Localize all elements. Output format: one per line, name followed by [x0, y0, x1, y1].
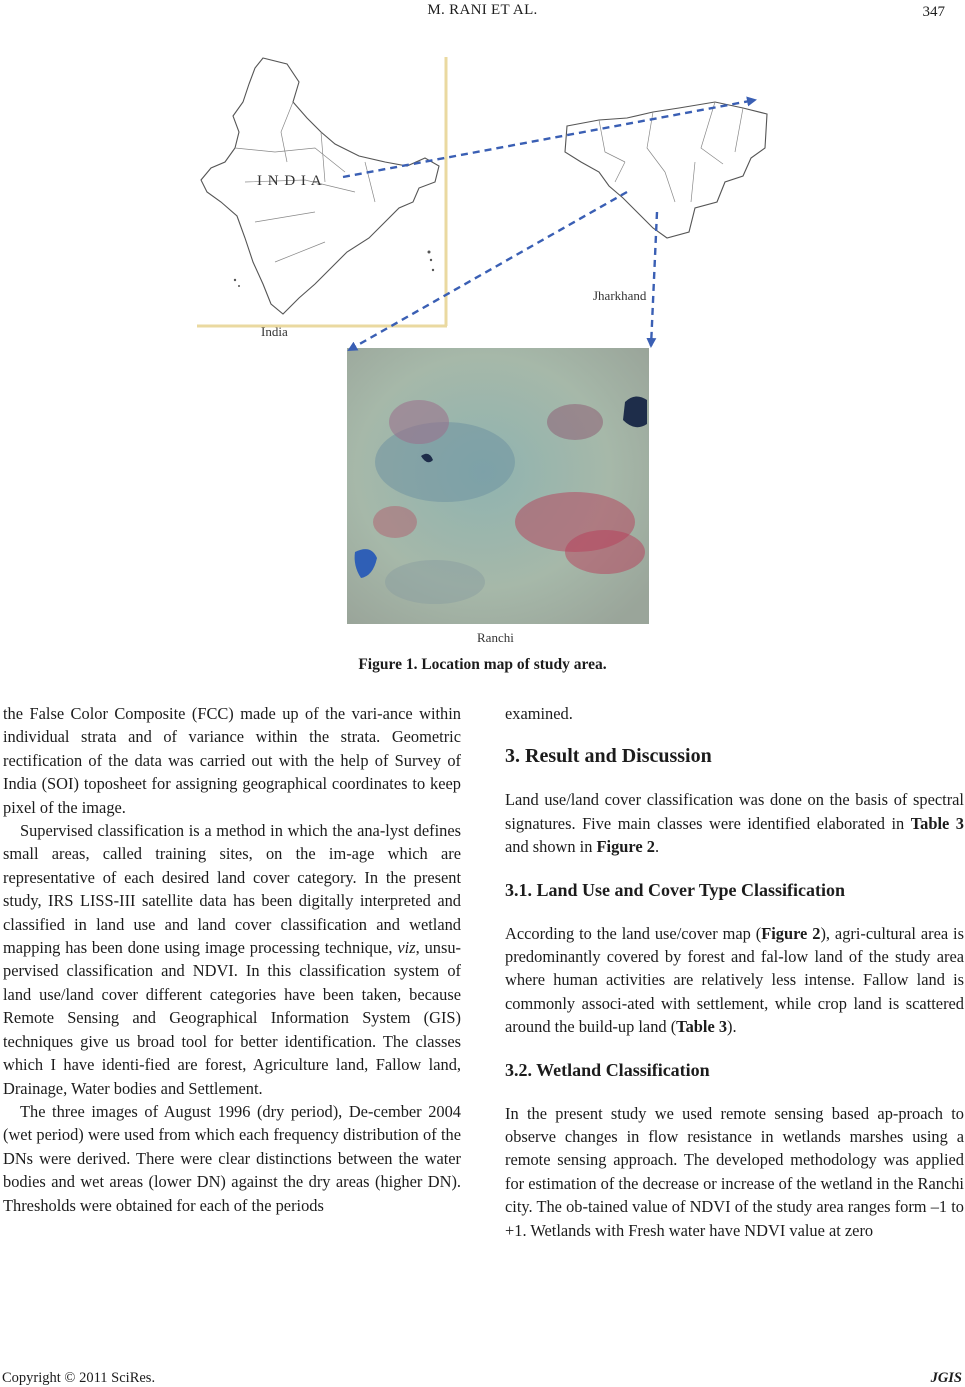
copyright-footer: Copyright © 2011 SciRes. — [2, 1370, 156, 1386]
right-paragraph-1-text-b: and shown in — [505, 837, 597, 857]
left-column — [3, 702, 461, 1217]
right-paragraph-2-text-b: ), agri-cultural area is predominantly covered by forest and fal-low land of the study area where human activities are relatively less intense. Fallow land is commonly associ-ated with settlement, while crop land is scattered around the build-up land ( — [505, 923, 964, 1037]
right-paragraph-2-text-c: ). — [727, 1017, 737, 1037]
jharkhand-label: Jharkhand — [593, 288, 647, 303]
right-paragraph-1-text-c: . — [654, 837, 660, 857]
journal-footer: JGIS — [930, 1370, 962, 1386]
figure-2-ref-2[interactable]: Figure 2 — [761, 923, 821, 943]
location-map-svg — [195, 52, 770, 652]
location-map-figure — [195, 52, 770, 652]
section-heading-results: 3. Result and Discussion — [505, 745, 712, 768]
left-paragraph-2-text-b: , unsu-pervised classification and NDVI. In this classification system of land use/land cover different categories have been taken, because Remote Sensing and Geographical Information System (GIS) techniques give us broad tool for better identification. The classes which I have identi-fied are forest, Agriculture land, Fallow land, Drainage, Water bodies and Settlement. — [3, 938, 461, 1098]
left-paragraph-1: the False Color Composite (FCC) made up of the vari-ance within individual strata and of variance within the strata. Geometric rectification of the data was carried out with the help of Survey of India (SOI) toposheet for assigning geographical coordinates to keep pixel of the image. — [3, 704, 461, 817]
right-paragraph-2 — [505, 922, 964, 1039]
right-column — [505, 702, 964, 1242]
left-paragraph-2 — [3, 819, 461, 1100]
subsection-heading-land-use: 3.1. Land Use and Cover Type Classification — [505, 879, 846, 900]
right-paragraph-1 — [505, 788, 964, 858]
right-paragraph-3: In the present study we used remote sensing based ap-proach to observe changes in flow resistance in wetlands marshes using a remote sensing approach. The developed methodology was applied for estimation of the decrease or increase of the wetland in the Ranchi city. The ob-tained value of NDVI of the study area ranges form –1 to +1. Wetlands with Fresh water have NDVI value at zero — [505, 1103, 964, 1240]
ranchi-satellite-image — [347, 348, 649, 645]
figure-2-ref[interactable]: Figure 2 — [596, 837, 655, 857]
ranchi-label: Ranchi — [477, 630, 514, 645]
india-map — [197, 57, 447, 339]
arrow-to-ranchi-right — [651, 212, 657, 346]
viz-italic: viz — [397, 938, 416, 958]
right-paragraph-2-text-a: According to the land use/cover map ( — [505, 923, 762, 943]
right-paragraph-0: examined. — [505, 704, 573, 723]
running-header: M. RANI ET AL. — [427, 2, 538, 18]
india-caps-label: I N D I A — [257, 173, 323, 189]
jharkhand-map — [565, 102, 767, 303]
left-paragraph-3: The three images of August 1996 (dry period), De-cember 2004 (wet period) were used from which each frequency distribution of the DNs were derived. There were clear distinctions between the water bodies and wet areas (lower DN) against the dry areas (higher DN). Thresholds were obtained for each of the periods — [3, 1101, 461, 1215]
page-number: 347 — [922, 4, 945, 20]
india-label: India — [261, 324, 288, 339]
table-3-ref-2[interactable]: Table 3 — [676, 1017, 728, 1037]
right-paragraph-1-text-a: Land use/land cover classification was done on the basis of spectral signatures. Five main classes were identified elaborated in — [505, 790, 964, 833]
left-paragraph-2-text-a: Supervised classification is a method in which the ana-lyst defines small areas, called training sites, on the im-age which are representative of each desired land cover category. In the present study, IRS LISS-III satellite data has been digitally interpreted and classified in land use and land cover classification and wetland mapping has been done using image processing technique, — [3, 821, 461, 958]
subsection-heading-wetland: 3.2. Wetland Classification — [505, 1059, 710, 1080]
table-3-ref[interactable]: Table 3 — [910, 813, 964, 833]
figure-caption: Figure 1. Location map of study area. — [358, 656, 607, 673]
